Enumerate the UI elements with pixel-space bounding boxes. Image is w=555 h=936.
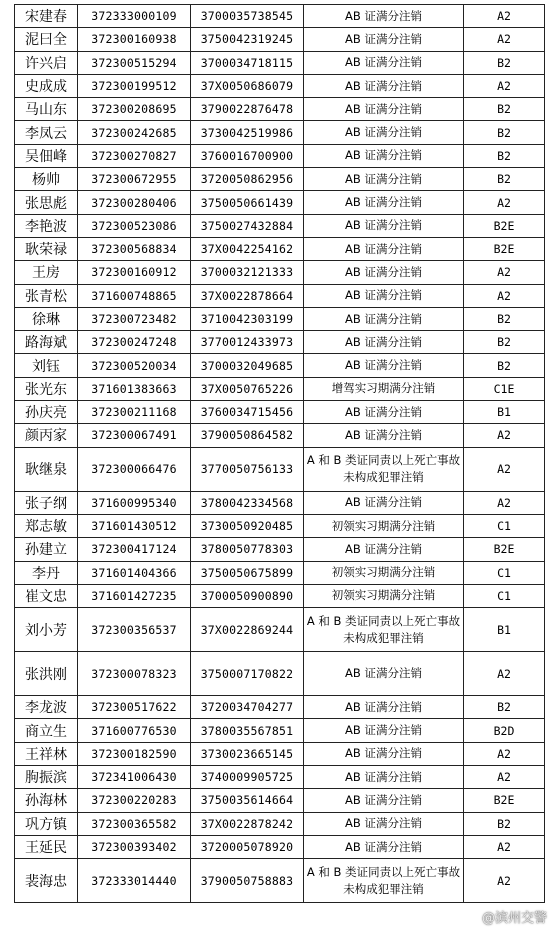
driver-name-cell: 张洪刚: [15, 652, 78, 696]
cancellation-reason-cell: AB 证满分注销: [304, 719, 464, 742]
license-number-cell: 3700032049685: [191, 354, 304, 377]
license-class-cell: A2: [464, 28, 545, 51]
license-class-cell: B2: [464, 168, 545, 191]
table-row: [15, 307, 545, 330]
license-class-cell: B2E: [464, 538, 545, 561]
license-number-cell: 37X0022878664: [191, 284, 304, 307]
license-number-cell: 3760034715456: [191, 401, 304, 424]
license-class-cell: B2E: [464, 237, 545, 260]
cancellation-reason-cell: AB 证满分注销: [304, 354, 464, 377]
driver-name-cell: 吴佃峰: [15, 144, 78, 167]
record-number-cell: 372300417124: [78, 538, 191, 561]
driver-name-cell: 王祥林: [15, 742, 78, 765]
license-class-cell: C1E: [464, 377, 545, 400]
license-number-cell: 3700050900890: [191, 584, 304, 607]
table-row: [15, 766, 545, 789]
license-number-cell: 3700035738545: [191, 5, 304, 28]
table-row: [15, 491, 545, 514]
table-row: [15, 331, 545, 354]
record-number-cell: 372300356537: [78, 608, 191, 652]
license-number-cell: 3730042519986: [191, 121, 304, 144]
table-row: [15, 121, 545, 144]
cancellation-reason-cell: AB 证满分注销: [304, 812, 464, 835]
record-number-cell: 371601383663: [78, 377, 191, 400]
cancellation-reason-cell: 初领实习期满分注销: [304, 584, 464, 607]
license-class-cell: C1: [464, 514, 545, 537]
license-class-cell: B2: [464, 696, 545, 719]
license-number-cell: 3700034718115: [191, 51, 304, 74]
cancellation-reason-cell: AB 证满分注销: [304, 121, 464, 144]
cancellation-reason-cell: AB 证满分注销: [304, 51, 464, 74]
license-number-cell: 3710042303199: [191, 307, 304, 330]
driver-name-cell: 李丹: [15, 561, 78, 584]
license-class-cell: A2: [464, 835, 545, 858]
license-class-cell: A2: [464, 424, 545, 447]
cancellation-reason-cell: 增驾实习期满分注销: [304, 377, 464, 400]
license-number-cell: 37X0050686079: [191, 74, 304, 97]
driver-name-cell: 李龙波: [15, 696, 78, 719]
table-row: [15, 696, 545, 719]
cancellation-reason-cell: AB 证满分注销: [304, 789, 464, 812]
cancellation-reason-cell: AB 证满分注销: [304, 652, 464, 696]
license-number-cell: 3700032121333: [191, 261, 304, 284]
record-number-cell: 372300280406: [78, 191, 191, 214]
record-number-cell: 372300182590: [78, 742, 191, 765]
record-number-cell: 372300365582: [78, 812, 191, 835]
table-row: [15, 835, 545, 858]
cancellation-reason-cell: 初领实习期满分注销: [304, 514, 464, 537]
table-row: [15, 742, 545, 765]
record-number-cell: 372300247248: [78, 331, 191, 354]
cancellation-reason-cell: AB 证满分注销: [304, 5, 464, 28]
license-class-cell: B2: [464, 144, 545, 167]
license-number-cell: 37X0042254162: [191, 237, 304, 260]
cancellation-reason-cell: A 和 B 类证同责以上死亡事故未构成犯罪注销: [304, 608, 464, 652]
driver-name-cell: 泥曰全: [15, 28, 78, 51]
license-class-cell: C1: [464, 561, 545, 584]
driver-name-cell: 张光东: [15, 377, 78, 400]
table-row: [15, 859, 545, 903]
record-number-cell: 372300242685: [78, 121, 191, 144]
license-number-cell: 3720034704277: [191, 696, 304, 719]
driver-name-cell: 李艳波: [15, 214, 78, 237]
driver-name-cell: 刘小芳: [15, 608, 78, 652]
driver-name-cell: 孙庆亮: [15, 401, 78, 424]
cancellation-reason-cell: AB 证满分注销: [304, 766, 464, 789]
driver-name-cell: 王延民: [15, 835, 78, 858]
record-number-cell: 372300078323: [78, 652, 191, 696]
cancellation-reason-cell: AB 证满分注销: [304, 74, 464, 97]
license-class-cell: B2: [464, 307, 545, 330]
license-number-cell: 3720005078920: [191, 835, 304, 858]
cancellation-reason-cell: AB 证满分注销: [304, 835, 464, 858]
license-class-cell: B2E: [464, 214, 545, 237]
license-number-cell: 3780042334568: [191, 491, 304, 514]
table-row: [15, 28, 545, 51]
record-number-cell: 371601404366: [78, 561, 191, 584]
driver-name-cell: 耿继泉: [15, 447, 78, 491]
table-row: [15, 401, 545, 424]
license-number-cell: 37X0022869244: [191, 608, 304, 652]
license-number-cell: 3780050778303: [191, 538, 304, 561]
record-number-cell: 372300568834: [78, 237, 191, 260]
cancellation-reason-cell: AB 证满分注销: [304, 144, 464, 167]
driver-name-cell: 马山东: [15, 98, 78, 121]
table-row: [15, 652, 545, 696]
table-row: [15, 377, 545, 400]
license-number-cell: 3750007170822: [191, 652, 304, 696]
license-class-cell: A2: [464, 284, 545, 307]
cancellation-reason-cell: AB 证满分注销: [304, 491, 464, 514]
license-class-cell: A2: [464, 766, 545, 789]
license-number-cell: 3730050920485: [191, 514, 304, 537]
table-row: [15, 719, 545, 742]
driver-name-cell: 张子纲: [15, 491, 78, 514]
license-class-cell: C1: [464, 584, 545, 607]
license-cancellation-table-container: [14, 4, 544, 903]
driver-name-cell: 宋建春: [15, 5, 78, 28]
table-row: [15, 538, 545, 561]
record-number-cell: 372341006430: [78, 766, 191, 789]
driver-name-cell: 张思彪: [15, 191, 78, 214]
table-row: [15, 237, 545, 260]
table-body: [15, 5, 545, 903]
table-row: [15, 424, 545, 447]
license-class-cell: B2: [464, 98, 545, 121]
driver-name-cell: 孙建立: [15, 538, 78, 561]
table-row: [15, 354, 545, 377]
record-number-cell: 371600748865: [78, 284, 191, 307]
table-row: [15, 514, 545, 537]
driver-name-cell: 崔文忠: [15, 584, 78, 607]
table-row: [15, 261, 545, 284]
license-number-cell: 3770012433973: [191, 331, 304, 354]
table-row: [15, 168, 545, 191]
cancellation-reason-cell: 初领实习期满分注销: [304, 561, 464, 584]
license-class-cell: B2E: [464, 789, 545, 812]
record-number-cell: 371601430512: [78, 514, 191, 537]
table-row: [15, 812, 545, 835]
cancellation-reason-cell: AB 证满分注销: [304, 424, 464, 447]
driver-name-cell: 李凤云: [15, 121, 78, 144]
record-number-cell: 372300723482: [78, 307, 191, 330]
license-class-cell: A2: [464, 447, 545, 491]
cancellation-reason-cell: AB 证满分注销: [304, 28, 464, 51]
license-number-cell: 3740009905725: [191, 766, 304, 789]
license-class-cell: A2: [464, 74, 545, 97]
license-number-cell: 37X0022878242: [191, 812, 304, 835]
table-row: [15, 74, 545, 97]
license-class-cell: A2: [464, 261, 545, 284]
cancellation-reason-cell: AB 证满分注销: [304, 284, 464, 307]
license-number-cell: 3750035614664: [191, 789, 304, 812]
record-number-cell: 372300672955: [78, 168, 191, 191]
table-row: [15, 447, 545, 491]
table-row: [15, 284, 545, 307]
table-row: [15, 51, 545, 74]
table-row: [15, 789, 545, 812]
cancellation-reason-cell: AB 证满分注销: [304, 742, 464, 765]
license-class-cell: B2: [464, 331, 545, 354]
driver-name-cell: 巩方镇: [15, 812, 78, 835]
cancellation-reason-cell: AB 证满分注销: [304, 261, 464, 284]
driver-name-cell: 朐振滨: [15, 766, 78, 789]
license-class-cell: A2: [464, 191, 545, 214]
table-row: [15, 584, 545, 607]
driver-name-cell: 许兴启: [15, 51, 78, 74]
table-row: [15, 608, 545, 652]
record-number-cell: 372300208695: [78, 98, 191, 121]
license-number-cell: 3790050758883: [191, 859, 304, 903]
license-number-cell: 3750050675899: [191, 561, 304, 584]
driver-name-cell: 王房: [15, 261, 78, 284]
license-class-cell: B2: [464, 121, 545, 144]
license-class-cell: B1: [464, 608, 545, 652]
driver-name-cell: 颜丙家: [15, 424, 78, 447]
record-number-cell: 372300211168: [78, 401, 191, 424]
record-number-cell: 372300270827: [78, 144, 191, 167]
table-row: [15, 191, 545, 214]
cancellation-reason-cell: AB 证满分注销: [304, 214, 464, 237]
license-class-cell: A2: [464, 742, 545, 765]
license-class-cell: B2: [464, 354, 545, 377]
record-number-cell: 371601427235: [78, 584, 191, 607]
cancellation-reason-cell: A 和 B 类证同责以上死亡事故未构成犯罪注销: [304, 447, 464, 491]
cancellation-reason-cell: A 和 B 类证同责以上死亡事故未构成犯罪注销: [304, 859, 464, 903]
watermark: @滨州交警: [481, 911, 547, 926]
driver-name-cell: 耿荣禄: [15, 237, 78, 260]
driver-name-cell: 徐琳: [15, 307, 78, 330]
license-number-cell: 3750027432884: [191, 214, 304, 237]
license-cancellation-table: [14, 4, 545, 903]
driver-name-cell: 杨帅: [15, 168, 78, 191]
license-number-cell: 37X0050765226: [191, 377, 304, 400]
record-number-cell: 371600776530: [78, 719, 191, 742]
record-number-cell: 372300520034: [78, 354, 191, 377]
record-number-cell: 372300066476: [78, 447, 191, 491]
record-number-cell: 371600995340: [78, 491, 191, 514]
license-class-cell: A2: [464, 859, 545, 903]
cancellation-reason-cell: AB 证满分注销: [304, 237, 464, 260]
record-number-cell: 372300393402: [78, 835, 191, 858]
license-class-cell: B2: [464, 812, 545, 835]
license-number-cell: 3790050864582: [191, 424, 304, 447]
license-number-cell: 3750050661439: [191, 191, 304, 214]
record-number-cell: 372300220283: [78, 789, 191, 812]
license-class-cell: A2: [464, 652, 545, 696]
table-row: [15, 561, 545, 584]
license-number-cell: 3730023665145: [191, 742, 304, 765]
record-number-cell: 372300515294: [78, 51, 191, 74]
license-number-cell: 3790022876478: [191, 98, 304, 121]
cancellation-reason-cell: AB 证满分注销: [304, 401, 464, 424]
record-number-cell: 372300160938: [78, 28, 191, 51]
license-class-cell: A2: [464, 491, 545, 514]
driver-name-cell: 孙海林: [15, 789, 78, 812]
license-number-cell: 3780035567851: [191, 719, 304, 742]
license-class-cell: B1: [464, 401, 545, 424]
license-number-cell: 3720050862956: [191, 168, 304, 191]
table-row: [15, 98, 545, 121]
license-class-cell: B2: [464, 51, 545, 74]
record-number-cell: 372333000109: [78, 5, 191, 28]
driver-name-cell: 史成成: [15, 74, 78, 97]
cancellation-reason-cell: AB 证满分注销: [304, 168, 464, 191]
table-row: [15, 144, 545, 167]
record-number-cell: 372300067491: [78, 424, 191, 447]
cancellation-reason-cell: AB 证满分注销: [304, 98, 464, 121]
record-number-cell: 372300160912: [78, 261, 191, 284]
table-row: [15, 214, 545, 237]
driver-name-cell: 刘钰: [15, 354, 78, 377]
record-number-cell: 372300199512: [78, 74, 191, 97]
cancellation-reason-cell: AB 证满分注销: [304, 331, 464, 354]
driver-name-cell: 郑志敏: [15, 514, 78, 537]
driver-name-cell: 路海斌: [15, 331, 78, 354]
cancellation-reason-cell: AB 证满分注销: [304, 307, 464, 330]
license-number-cell: 3750042319245: [191, 28, 304, 51]
driver-name-cell: 裴海忠: [15, 859, 78, 903]
driver-name-cell: 商立生: [15, 719, 78, 742]
cancellation-reason-cell: AB 证满分注销: [304, 696, 464, 719]
license-number-cell: 3770050756133: [191, 447, 304, 491]
license-number-cell: 3760016700900: [191, 144, 304, 167]
license-class-cell: B2D: [464, 719, 545, 742]
record-number-cell: 372333014440: [78, 859, 191, 903]
record-number-cell: 372300523086: [78, 214, 191, 237]
cancellation-reason-cell: AB 证满分注销: [304, 191, 464, 214]
record-number-cell: 372300517622: [78, 696, 191, 719]
license-class-cell: A2: [464, 5, 545, 28]
cancellation-reason-cell: AB 证满分注销: [304, 538, 464, 561]
table-row: [15, 5, 545, 28]
driver-name-cell: 张青松: [15, 284, 78, 307]
